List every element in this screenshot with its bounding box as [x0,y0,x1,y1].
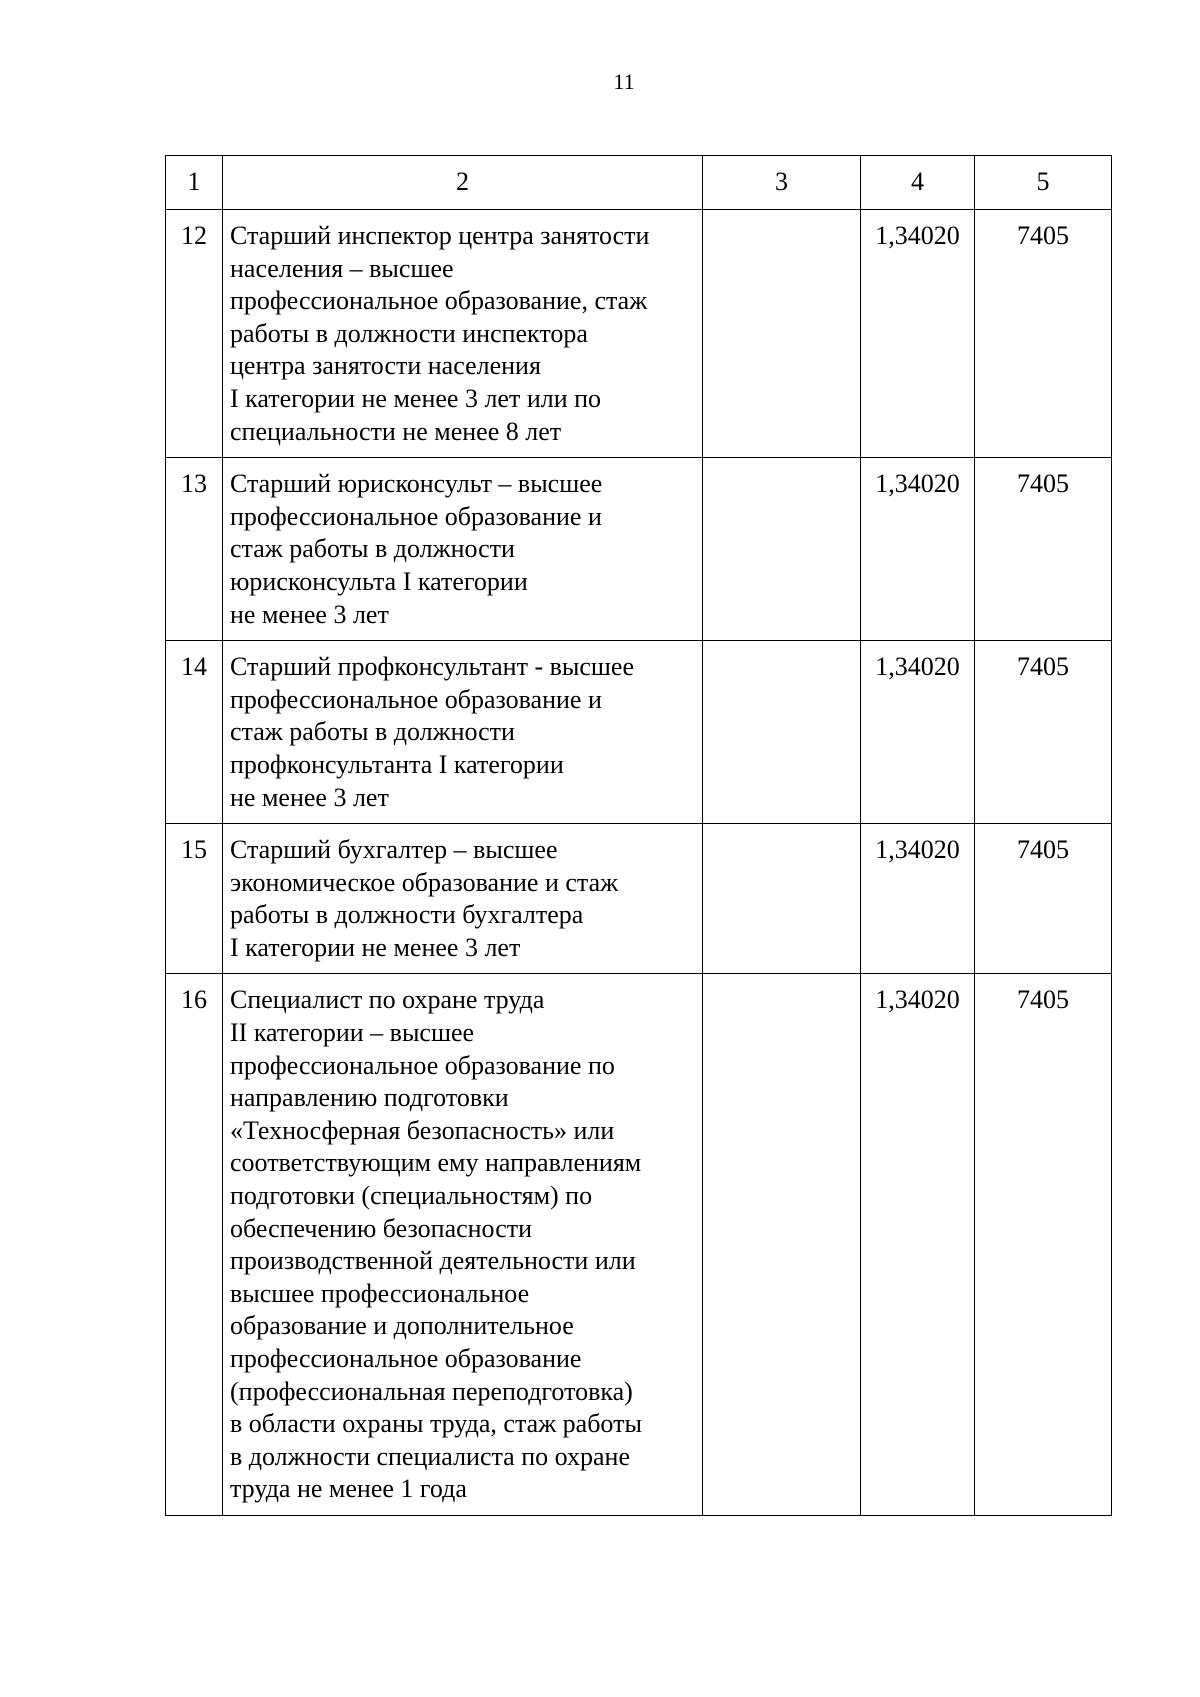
page-number: 11 [613,69,635,94]
description-line: высшее профессиональное [230,1278,530,1308]
row-number-cell: 15 [166,824,223,974]
row-number-cell: 14 [166,641,223,824]
header-cell-5: 5 [975,156,1112,210]
description-line: (профессиональная переподготовка) [230,1376,633,1406]
row-number-cell: 16 [166,974,223,1516]
description-line: соответствующим ему направлениям [230,1148,642,1178]
salary-value-cell: 7405 [975,458,1112,641]
column-3-cell [703,458,861,641]
column-3-cell [703,824,861,974]
header-cell-4: 4 [861,156,975,210]
description-line: стаж работы в должности [230,717,515,747]
description-line: «Техносферная безопасность» или [230,1115,615,1145]
header-cell-1: 1 [166,156,223,210]
position-description-cell [223,641,703,824]
header-cell-2: 2 [223,156,703,210]
description-line: работы в должности бухгалтера [230,900,584,930]
coefficient-cell: 1,34020 [861,974,975,1516]
description-line: профессиональное образование и [230,684,602,714]
description-line: производственной деятельности или [230,1246,636,1276]
description-line: в области охраны труда, стаж работы [230,1409,642,1439]
table-row [166,974,1112,1516]
description-line: не менее 3 лет [230,599,389,629]
row-number-cell: 12 [166,210,223,458]
salary-value-cell: 7405 [975,210,1112,458]
description-line: профессиональное образование, стаж [230,286,648,316]
coefficient-cell: 1,34020 [861,210,975,458]
position-description-cell [223,210,703,458]
salary-value-cell: 7405 [975,824,1112,974]
description-line: труда не менее 1 года [230,1474,467,1504]
positions-table [165,155,1112,1516]
header-cell-3: 3 [703,156,861,210]
column-3-cell [703,641,861,824]
position-description-cell [223,458,703,641]
description-line: профконсультанта I категории [230,749,564,779]
salary-value-cell: 7405 [975,974,1112,1516]
table-row [166,458,1112,641]
description-line: Старший юрисконсульт – высшее [230,469,603,499]
coefficient-cell: 1,34020 [861,641,975,824]
salary-value-cell: 7405 [975,641,1112,824]
coefficient-cell: 1,34020 [861,824,975,974]
position-description-cell [223,824,703,974]
description-line: Старший инспектор центра занятости [230,221,650,250]
position-description-cell [223,974,703,1516]
description-line: работы в должности инспектора [230,318,588,348]
description-line: профессиональное образование и [230,501,602,531]
description-line: населения – высшее [230,253,454,283]
description-line: Старший бухгалтер – высшее [230,835,558,865]
coefficient-cell: 1,34020 [861,458,975,641]
description-line: II категории – высшее [230,1018,475,1048]
description-line: подготовки (специальностям) по [230,1181,593,1211]
table-row [166,641,1112,824]
table-header-row [166,156,1112,210]
description-line: стаж работы в должности [230,534,515,564]
description-line: юрисконсульта I категории [230,566,528,596]
description-line: I категории не менее 3 лет [230,932,521,962]
description-line: не менее 3 лет [230,782,389,812]
table-row [166,824,1112,974]
description-line: I категории не менее 3 лет или по [230,383,602,413]
description-line: профессиональное образование по [230,1050,615,1080]
column-3-cell [703,974,861,1516]
description-line: обеспечению безопасности [230,1213,533,1243]
column-3-cell [703,210,861,458]
description-line: экономическое образование и стаж [230,867,619,897]
description-line: направлению подготовки [230,1083,509,1113]
table-row [166,210,1112,458]
description-line: образование и дополнительное [230,1311,574,1341]
description-line: центра занятости населения [230,351,541,381]
description-line: Старший профконсультант - высшее [230,652,634,682]
description-line: Специалист по охране труда [230,985,545,1015]
description-line: специальности не менее 8 лет [230,416,562,446]
description-line: профессиональное образование [230,1344,582,1373]
row-number-cell: 13 [166,458,223,641]
description-line: в должности специалиста по охране [230,1441,630,1471]
